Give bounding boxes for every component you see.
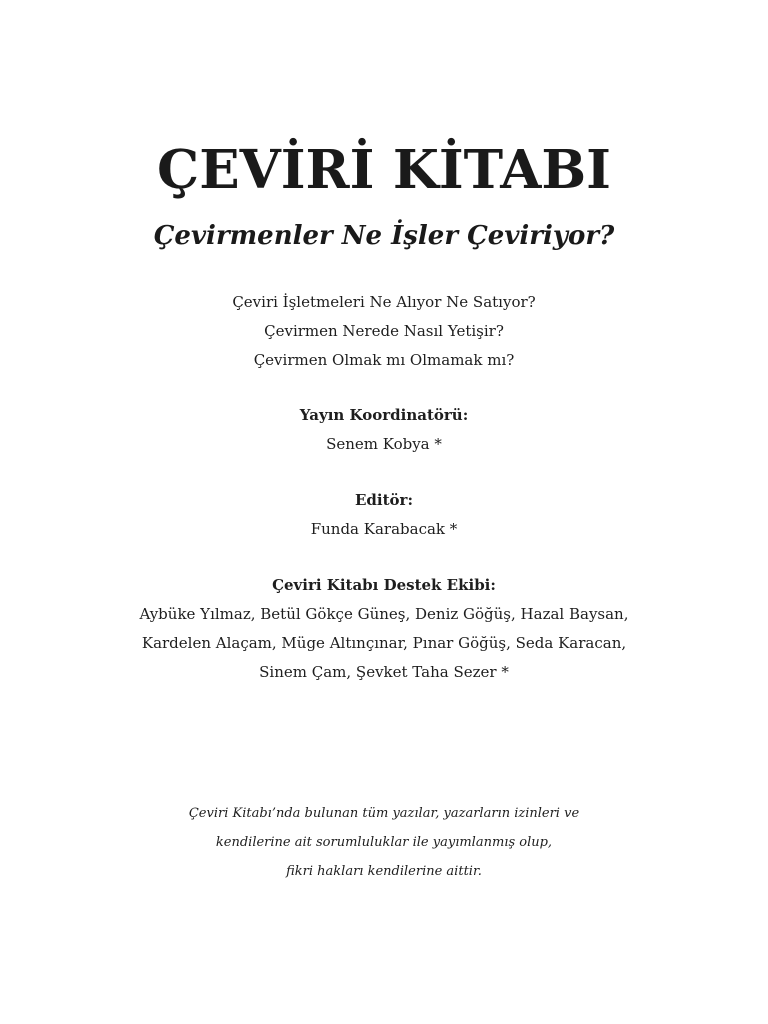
question-line: Çeviri İşletmeleri Ne Alıyor Ne Satıyor? bbox=[232, 293, 536, 311]
support-team-line: Sinem Çam, Şevket Taha Sezer * bbox=[259, 663, 509, 681]
copyright-note bbox=[0, 799, 768, 886]
questions-list bbox=[0, 288, 768, 375]
support-team-line: Kardelen Alaçam, Müge Altınçınar, Pınar Göğüş, Seda Karacan, bbox=[141, 634, 627, 652]
note-line: fikri hakları kendilerine aittir. bbox=[286, 864, 482, 879]
coordinator-name: Senem Kobya * bbox=[326, 435, 442, 453]
question-line: Çevirmen Olmak mı Olmamak mı? bbox=[253, 351, 515, 369]
support-team-label: Çeviri Kitabı Destek Ekibi: bbox=[272, 576, 496, 594]
note-line: kendilerine ait sorumluluklar ile yayımlanmış olup, bbox=[215, 835, 553, 850]
coordinator-section bbox=[0, 401, 768, 459]
coordinator-label: Yayın Koordinatörü: bbox=[299, 406, 469, 424]
book-title: ÇEVİRİ KİTABI bbox=[157, 139, 611, 201]
book-subtitle: Çevirmenler Ne İşler Çeviriyor? bbox=[153, 221, 615, 251]
question-line: Çevirmen Nerede Nasıl Yetişir? bbox=[264, 322, 504, 340]
note-line: Çeviri Kitabı’nda bulunan tüm yazılar, yazarların izinleri ve bbox=[188, 806, 580, 821]
editor-label: Editör: bbox=[355, 491, 413, 509]
editor-section bbox=[0, 486, 768, 544]
editor-name: Funda Karabacak * bbox=[310, 520, 458, 538]
support-team-line: Aybüke Yılmaz, Betül Gökçe Güneş, Deniz Göğüş, Hazal Baysan, bbox=[139, 605, 629, 623]
support-team-section bbox=[0, 571, 768, 687]
